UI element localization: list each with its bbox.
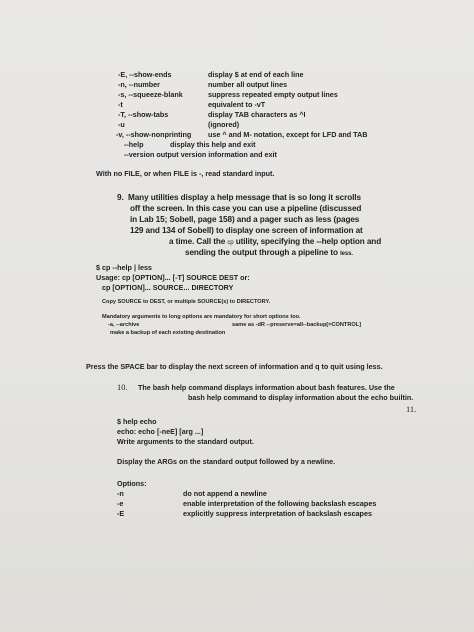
q10-line-1: The bash help command displays information about bash features. Use the xyxy=(138,383,395,392)
option-flag-show-nonprinting: -v, --show-nonprinting xyxy=(116,130,192,139)
q9-line-5-b: utility, specifying the --help option and xyxy=(235,237,382,246)
cp-usage-2: cp [OPTION]... SOURCE... DIRECTORY xyxy=(102,283,234,292)
q11-number: 11. xyxy=(406,405,417,414)
cp-mandatory-line: Mandatory arguments to long options are mandatory for short options too. xyxy=(102,314,301,320)
q9-cp-word: cp xyxy=(227,240,234,246)
q9-line-5-a: a time. Call the xyxy=(169,237,226,246)
option-flag-show-ends: -E, --show-ends xyxy=(118,70,172,79)
echo-options-label: Options: xyxy=(117,479,147,488)
q9-number: 9. xyxy=(117,193,124,202)
echo-option-desc-E: explicitly suppress interpretation of backslash escapes xyxy=(183,509,372,518)
q9-line-2: off the screen. In this case you can use a pipeline (discussed xyxy=(130,204,362,213)
option-desc-number: number all output lines xyxy=(208,80,288,89)
echo-option-flag-e: -e xyxy=(117,499,124,508)
option-desc-u: (ignored) xyxy=(208,120,240,129)
q10-number: 10. xyxy=(117,383,128,392)
cp-backup-line: make a backup of each existing destination xyxy=(110,330,226,336)
option-desc-show-nonprinting: use ^ and M- notation, except for LFD and TAB xyxy=(208,130,368,139)
echo-command: $ help echo xyxy=(117,417,157,426)
q9-line-1: Many utilities display a help message that is so long it scrolls xyxy=(128,193,361,202)
option-desc-show-tabs: display TAB characters as ^I xyxy=(208,110,306,119)
echo-option-flag-E: -E xyxy=(117,509,125,518)
q9-line-6-a: sending the output through a pipeline to xyxy=(185,248,338,257)
no-file-note: With no FILE, or when FILE is -, read standard input. xyxy=(96,169,275,178)
echo-option-desc-e: enable interpretation of the following backslash escapes xyxy=(183,499,377,508)
q9-line-5 xyxy=(169,238,381,246)
q9-line-3: in Lab 15; Sobell, page 158) and a pager such as less (pages xyxy=(130,215,360,224)
option-flag-help: --help xyxy=(124,140,144,149)
echo-option-desc-n: do not append a newline xyxy=(183,489,267,498)
option-flag-number: -n, --number xyxy=(118,80,160,89)
space-bar-note: Press the SPACE bar to display the next screen of information and q to quit using less. xyxy=(86,362,383,371)
option-desc-t: equivalent to -vT xyxy=(208,100,266,109)
option-desc-help: display this help and exit xyxy=(170,140,256,149)
option-flag-show-tabs: -T, --show-tabs xyxy=(118,110,169,119)
q10-line-2: bash help command to display information about the echo builtin. xyxy=(188,393,414,402)
option-desc-squeeze-blank: suppress repeated empty output lines xyxy=(208,90,338,99)
cp-archive-desc: same as -dR --preserve=all--backup[=CONTROL] xyxy=(232,322,362,328)
q9-line-4: 129 and 134 of Sobell) to display one screen of information at xyxy=(130,226,363,235)
cp-archive-flag: -a, --archive xyxy=(108,322,140,328)
q9-line-6 xyxy=(185,249,353,257)
echo-write-line: Write arguments to the standard output. xyxy=(117,437,254,446)
option-flag-squeeze-blank: -s, --squeeze-blank xyxy=(118,90,183,99)
option-desc-show-ends: display $ at end of each line xyxy=(208,70,304,79)
cp-command: $ cp --help | less xyxy=(96,263,152,272)
echo-display-line: Display the ARGs on the standard output followed by a newline. xyxy=(117,457,336,466)
option-flag-u: -u xyxy=(118,120,125,129)
option-version-line: --version output version information and exit xyxy=(124,150,277,159)
cp-copy-line: Copy SOURCE to DEST, or multiple SOURCE(s) to DIRECTORY. xyxy=(102,299,271,305)
option-flag-t: -t xyxy=(118,100,123,109)
cp-usage-1: Usage: cp [OPTION]... [-T] SOURCE DEST or: xyxy=(96,273,250,282)
echo-usage: echo: echo [-neE] [arg ...] xyxy=(117,427,204,436)
echo-option-flag-n: -n xyxy=(117,489,124,498)
q9-less-word: less. xyxy=(340,251,353,257)
